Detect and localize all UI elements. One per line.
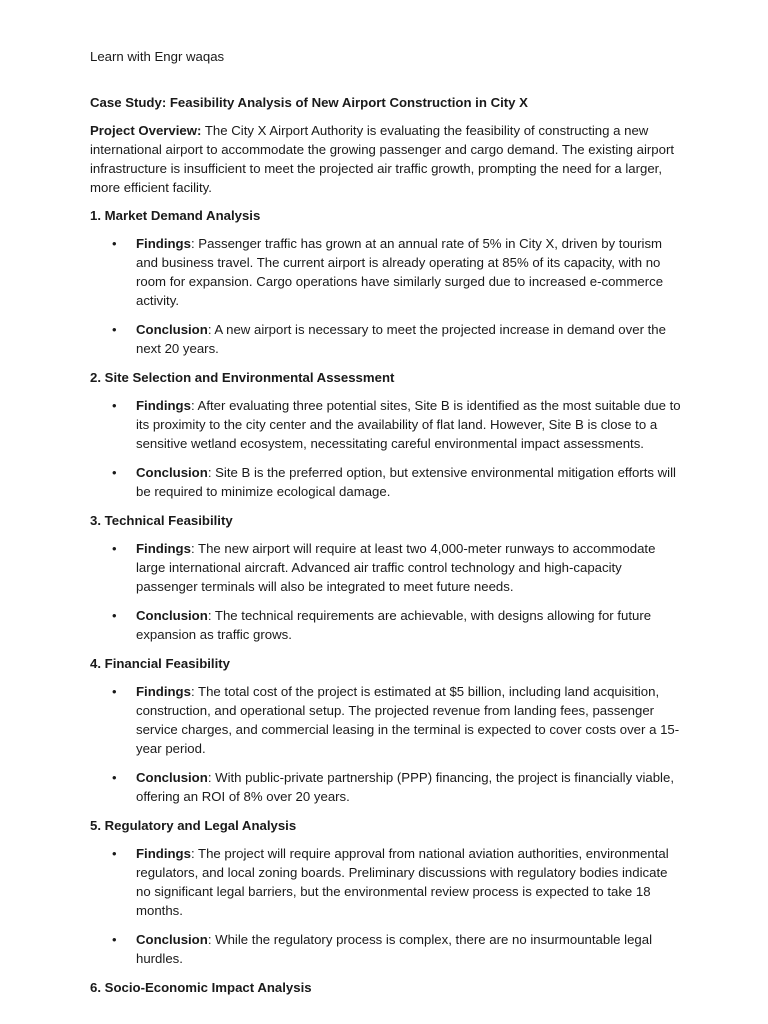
project-overview-text: The City X Airport Authority is evaluating the feasibility of constructing a new international airport to accommodate the growing passenger and cargo demand. The existing airport infrastructure is insufficient to meet the projected air traffic growth, prompting the need for a larger, more efficient facility. <box>90 123 675 195</box>
bullet-text: : With public-private partnership (PPP) financing, the project is financially viable, offering an ROI of 8% over 20 years. <box>136 770 674 804</box>
bullet-item <box>90 539 684 596</box>
bullet-dot-icon: • <box>112 770 117 785</box>
document-title: Case Study: Feasibility Analysis of New Airport Construction in City X <box>90 95 528 110</box>
section-heading: 3. Technical Feasibility <box>90 513 233 528</box>
bullet-label: Findings <box>136 684 191 699</box>
section-bullet-list <box>90 844 690 968</box>
bullet-label: Conclusion <box>136 770 208 785</box>
bullet-text: : A new airport is necessary to meet the projected increase in demand over the next 20 years. <box>136 322 666 356</box>
project-overview-paragraph <box>90 121 690 197</box>
bullet-dot-icon: • <box>112 846 117 861</box>
section-heading: 6. Socio-Economic Impact Analysis <box>90 980 312 995</box>
bullet-item <box>90 463 684 501</box>
bullet-item <box>90 234 684 310</box>
section-bullet-list <box>90 234 690 358</box>
bullet-label: Conclusion <box>136 465 208 480</box>
bullet-dot-icon: • <box>112 608 117 623</box>
section-heading: 2. Site Selection and Environmental Assessment <box>90 370 395 385</box>
bullet-label: Findings <box>136 398 191 413</box>
section-bullet-list <box>90 682 690 806</box>
bullet-dot-icon: • <box>112 236 117 251</box>
page-header-text: Learn with Engr waqas <box>90 49 225 64</box>
bullet-label: Findings <box>136 236 191 251</box>
bullet-dot-icon: • <box>112 322 117 337</box>
bullet-item <box>90 682 684 758</box>
project-overview-label: Project Overview: <box>90 123 202 138</box>
bullet-dot-icon: • <box>112 684 117 699</box>
bullet-label: Findings <box>136 846 191 861</box>
bullet-text: : The new airport will require at least two 4,000-meter runways to accommodate large international aircraft. Advanced air traffic control technology and high-capacity passenger terminals will also be integrated to meet future needs. <box>136 541 656 594</box>
bullet-item <box>90 320 684 358</box>
section-heading: 4. Financial Feasibility <box>90 656 230 671</box>
bullet-text: : Site B is the preferred option, but extensive environmental mitigation efforts will be required to minimize ecological damage. <box>136 465 676 499</box>
document-body <box>90 93 690 1006</box>
bullet-text: : The technical requirements are achievable, with designs allowing for future expansion as traffic grows. <box>136 608 652 642</box>
bullet-label: Findings <box>136 541 191 556</box>
bullet-item <box>90 844 684 920</box>
bullet-text: : The project will require approval from national aviation authorities, environmental regulators, and local zoning boards. Preliminary discussions with regulatory bodies indicate no significant legal barriers, but the environmental review process is expected to take 18 months. <box>136 846 669 918</box>
bullet-text: : While the regulatory process is complex, there are no insurmountable legal hurdles. <box>136 932 653 966</box>
bullet-text: : The total cost of the project is estimated at $5 billion, including land acquisition, construction, and operational setup. The projected revenue from landing fees, passenger service charges, and commercial leasing in the terminal is expected to cover costs over a 15-year period. <box>136 684 680 756</box>
bullet-dot-icon: • <box>112 398 117 413</box>
bullet-item <box>90 768 684 806</box>
section-bullet-list <box>90 539 690 644</box>
sections-container <box>90 206 690 997</box>
bullet-item <box>90 606 684 644</box>
section-bullet-list <box>90 396 690 501</box>
bullet-dot-icon: • <box>112 465 117 480</box>
section-heading: 1. Market Demand Analysis <box>90 208 261 223</box>
bullet-item <box>90 396 684 453</box>
bullet-dot-icon: • <box>112 932 117 947</box>
bullet-text: : Passenger traffic has grown at an annual rate of 5% in City X, driven by tourism and business travel. The current airport is already operating at 85% of its capacity, with no room for expansion. Cargo operations have similarly surged due to increased e-commerce activity. <box>136 236 664 308</box>
bullet-dot-icon: • <box>112 541 117 556</box>
bullet-label: Conclusion <box>136 932 208 947</box>
bullet-label: Conclusion <box>136 322 208 337</box>
bullet-label: Conclusion <box>136 608 208 623</box>
section-heading: 5. Regulatory and Legal Analysis <box>90 818 297 833</box>
bullet-item <box>90 930 684 968</box>
bullet-text: : After evaluating three potential sites, Site B is identified as the most suitable due to its proximity to the city center and the availability of flat land. However, Site B is close to a sensitive wetland ecosystem, necessitating careful environmental impact assessments. <box>136 398 681 451</box>
